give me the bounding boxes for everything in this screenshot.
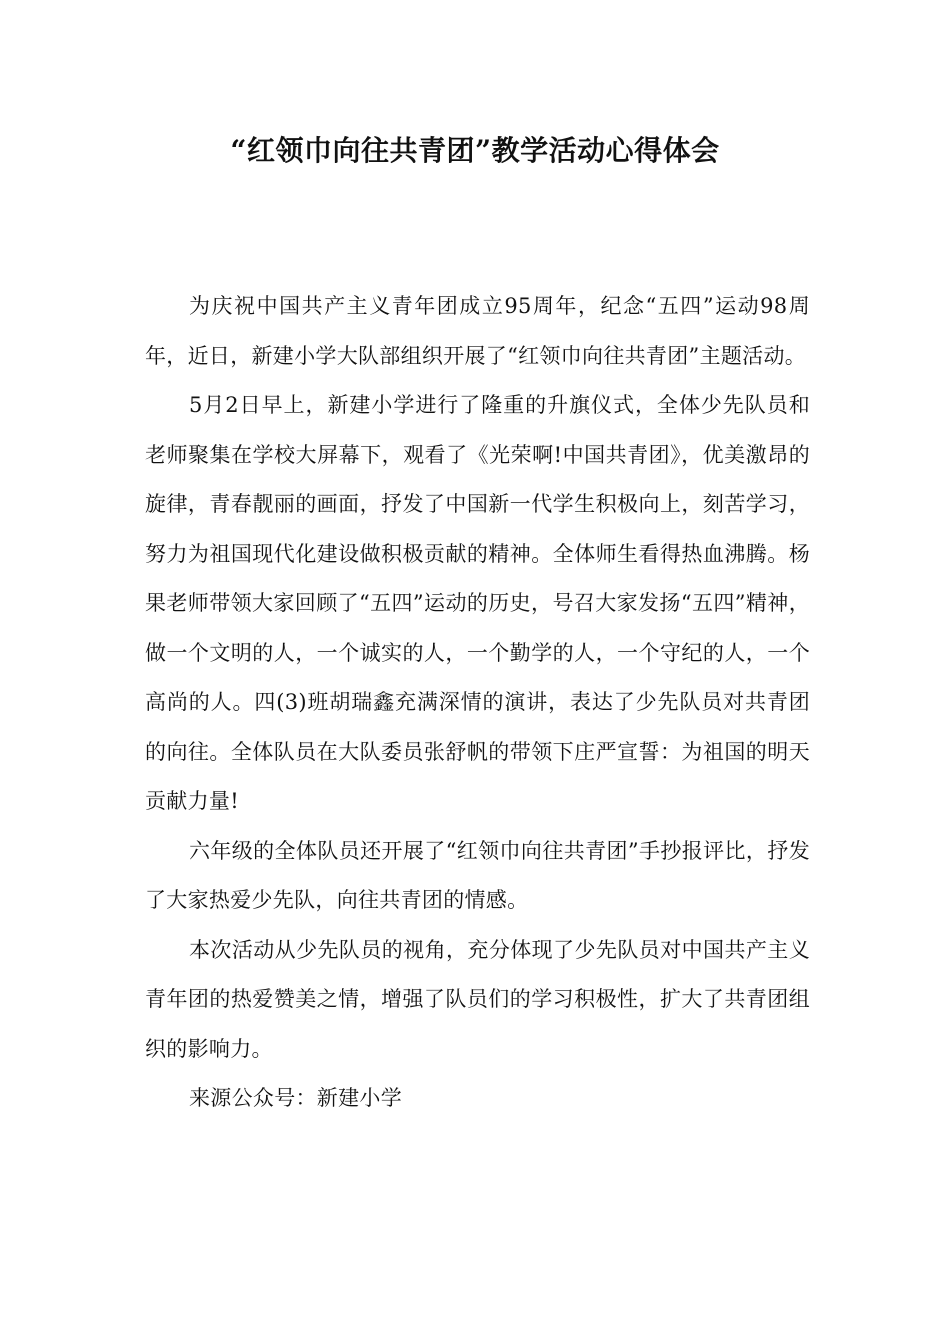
paragraph-handwritten-newspaper: 六年级的全体队员还开展了“红领巾向往共青团”手抄报评比，抒发了大家热爱少先队，向往共青团的情感。 xyxy=(145,838,810,912)
document-body xyxy=(145,282,810,1124)
paragraph-intro: 为庆祝中国共产主义青年团成立95周年，纪念“五四”运动98周年，近日，新建小学大队部组织开展了“红领巾向往共青团”主题活动。 xyxy=(145,294,810,368)
paragraph-ceremony: 5月2日早上，新建小学进行了隆重的升旗仪式，全体少先队员和老师聚集在学校大屏幕下，观看了《光荣啊!中国共青团》，优美激昂的旋律，青春靓丽的画面，抒发了中国新一代学生积极向上，刻苦学习，努力为祖国现代化建设做积极贡献的精神。全体师生看得热血沸腾。杨果老师带领大家回顾了“五四”运动的历史，号召大家发扬“五四”精神，做一个文明的人，一个诚实的人，一个勤学的人，一个守纪的人，一个高尚的人。四(3)班胡瑞鑫充满深情的演讲，表达了少先队员对共青团的向往。全体队员在大队委员张舒帆的带领下庄严宣誓：为祖国的明天贡献力量! xyxy=(145,393,810,813)
paragraph-summary: 本次活动从少先队员的视角，充分体现了少先队员对中国共产主义青年团的热爱赞美之情，增强了队员们的学习积极性，扩大了共青团组织的影响力。 xyxy=(145,937,810,1061)
document-title: “红领巾向往共青团”教学活动心得体会 xyxy=(230,134,720,167)
paragraph-source: 来源公众号：新建小学 xyxy=(189,1086,402,1110)
